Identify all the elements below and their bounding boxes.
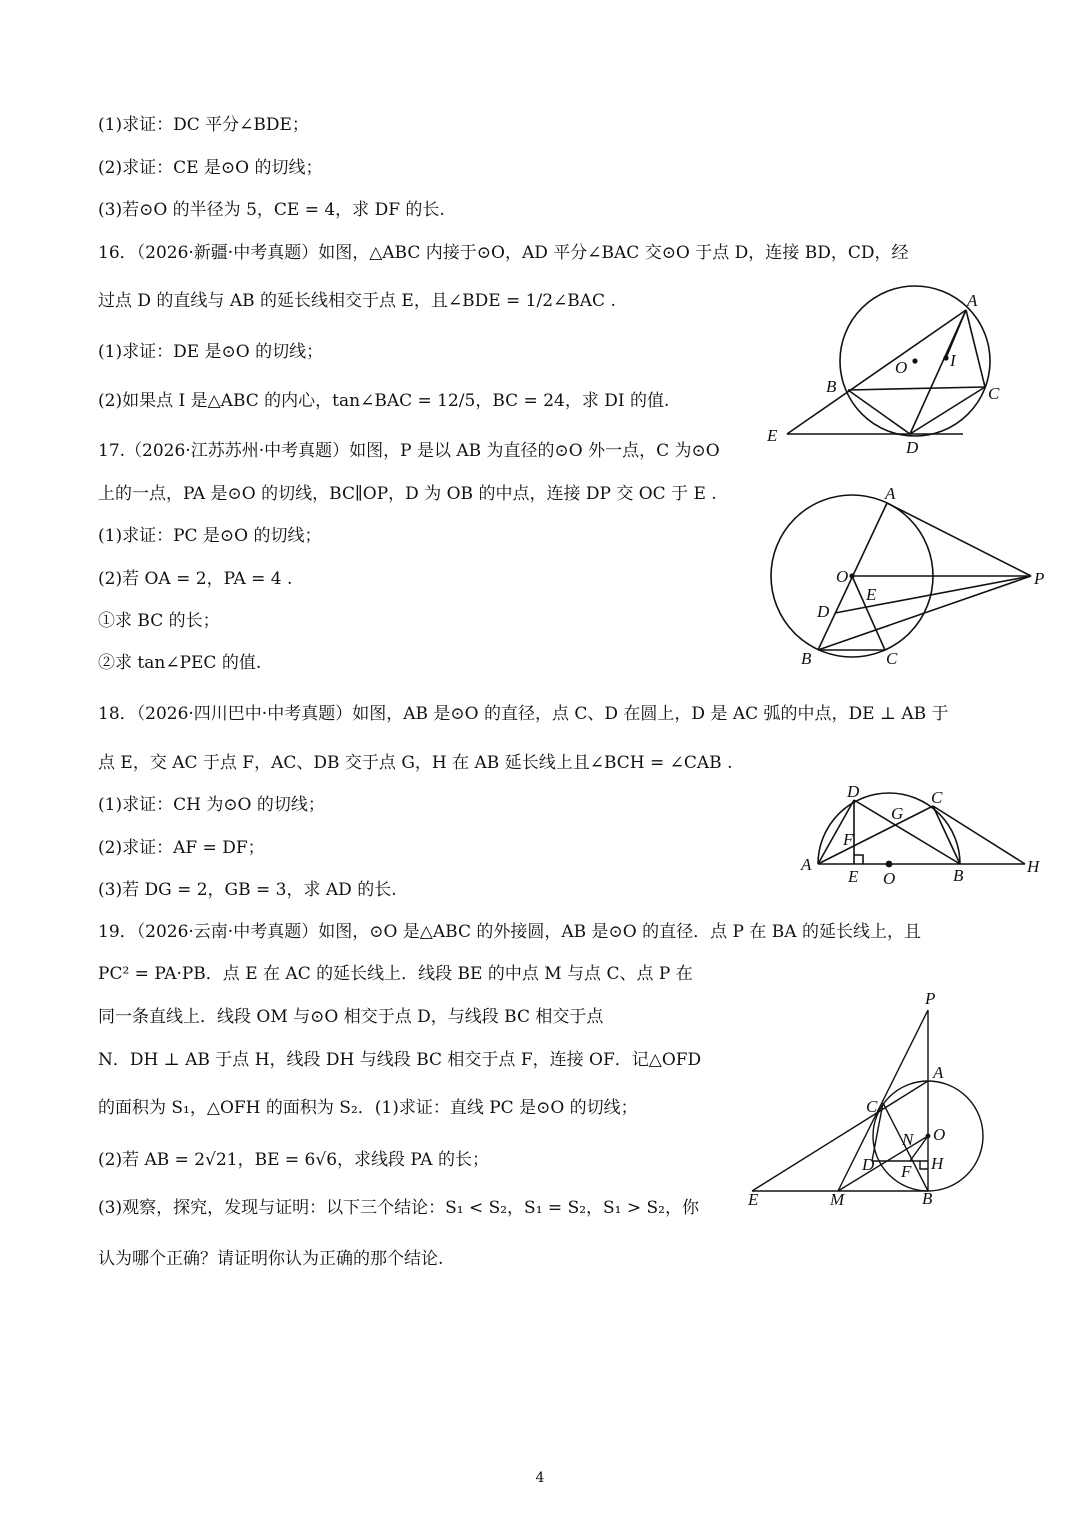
fig17-label-B: B: [801, 649, 812, 668]
fig16-label-C: C: [988, 384, 1000, 403]
fig19-label-O: O: [933, 1125, 946, 1144]
fig19-label-M: M: [830, 1190, 845, 1209]
fig17-label-C: C: [886, 649, 898, 668]
fig16-label-E: E: [767, 426, 778, 445]
fig18-label-O: O: [883, 869, 896, 888]
fig16-label-B: B: [826, 377, 837, 396]
fig18-label-H: H: [1027, 857, 1040, 876]
q18-stem-line2: 点 E，交 AC 于点 F，AC、DB 交于点 G，H 在 AB 延长线上且∠BCH = ∠CAB .: [98, 753, 733, 773]
q16-stem-line2: 过点 D 的直线与 AB 的延长线相交于点 E，且∠BDE = 1/2∠BAC .: [98, 291, 616, 311]
q19-part3-cont: 认为哪个正确？请证明你认为正确的那个结论.: [98, 1249, 444, 1269]
q15-part1: (1)求证：DC 平分∠BDE；: [98, 115, 309, 135]
fig19-label-N: N: [902, 1130, 914, 1149]
q19-part2: (2)若 AB = 2√21，BE = 6√6，求线段 PA 的长；: [98, 1150, 489, 1170]
fig18-label-B: B: [953, 866, 964, 885]
q17-stem-line1: 17.（2026·江苏苏州·中考真题）如图，P 是以 AB 为直径的⊙O 外一点，C 为⊙O: [98, 441, 720, 461]
fig18-label-A: A: [801, 855, 812, 874]
q19-stem-line1: 19．（2026·云南·中考真题）如图，⊙O 是△ABC 的外接圆，AB 是⊙O 的直径．点 P 在 BA 的延长线上，且: [98, 922, 921, 942]
fig19-label-D: D: [862, 1155, 875, 1174]
fig16-label-A: A: [967, 291, 978, 310]
page-number: 4: [535, 1470, 545, 1486]
q17-part2-sub1: ①求 BC 的长；: [98, 611, 220, 631]
fig18-label-F: F: [843, 830, 854, 849]
q19-stem-line4: N．DH ⊥ AB 于点 H，线段 DH 与线段 BC 相交于点 F，连接 OF．记△OFD: [98, 1050, 702, 1070]
q19-stem-line3: 同一条直线上．线段 OM 与⊙O 相交于点 D，与线段 BC 相交于点: [98, 1007, 604, 1027]
fig17-label-O: O: [836, 567, 849, 586]
q18-part3: (3)若 DG = 2，GB = 3，求 AD 的长.: [98, 880, 397, 900]
fig17-label-E: E: [866, 585, 877, 604]
fig19-label-F: F: [901, 1162, 912, 1181]
fig19-label-B: B: [922, 1189, 933, 1208]
fig19-label-H: H: [931, 1154, 944, 1173]
q16-part1: (1)求证：DE 是⊙O 的切线；: [98, 342, 324, 362]
fig19-label-P: P: [925, 989, 936, 1008]
q17-stem-line2: 上的一点，PA 是⊙O 的切线，BC∥OP，D 为 OB 的中点，连接 DP 交 OC 于 E .: [98, 484, 717, 504]
fig17-label-D: D: [817, 602, 830, 621]
fig16-label-O: O: [895, 358, 908, 377]
q16-stem-line1: 16．（2026·新疆·中考真题）如图，△ABC 内接于⊙O，AD 平分∠BAC 交⊙O 于点 D，连接 BD，CD，经: [98, 243, 909, 263]
q19-stem-line5: 的面积为 S₁，△OFH 的面积为 S₂．(1)求证：直线 PC 是⊙O 的切线；: [98, 1098, 638, 1118]
fig18-label-D: D: [847, 782, 860, 801]
fig18-label-C: C: [931, 788, 943, 807]
q19-part3: (3)观察，探究，发现与证明：以下三个结论：S₁ < S₂，S₁ = S₂，S₁ > S₂，你: [98, 1198, 700, 1218]
q17-part2-sub2: ②求 tan∠PEC 的值.: [98, 653, 262, 673]
q15-part2: (2)求证：CE 是⊙O 的切线；: [98, 158, 323, 178]
fig16-label-I: I: [950, 351, 956, 370]
fig18-label-G: G: [891, 804, 904, 823]
q18-part1: (1)求证：CH 为⊙O 的切线；: [98, 795, 325, 815]
q18-stem-line1: 18．（2026·四川巴中·中考真题）如图，AB 是⊙O 的直径，点 C、D 在圆上，D 是 AC 弧的中点，DE ⊥ AB 于: [98, 704, 949, 724]
fig19-label-C: C: [866, 1097, 878, 1116]
fig19-label-A: A: [933, 1063, 944, 1082]
fig18-label-E: E: [848, 867, 859, 886]
fig19-label-E: E: [748, 1190, 759, 1209]
fig17-label-A: A: [885, 484, 896, 503]
q15-part3: (3)若⊙O 的半径为 5，CE = 4，求 DF 的长.: [98, 200, 445, 220]
q17-part2: (2)若 OA = 2，PA = 4 .: [98, 569, 293, 589]
q18-part2: (2)求证：AF = DF；: [98, 838, 265, 858]
q19-stem-line2: PC² = PA·PB．点 E 在 AC 的延长线上．线段 BE 的中点 M 与点 C、点 P 在: [98, 964, 693, 984]
fig16-label-D: D: [906, 438, 919, 457]
q17-part1: (1)求证：PC 是⊙O 的切线；: [98, 526, 322, 546]
fig17-label-P: P: [1034, 569, 1045, 588]
q16-part2: (2)如果点 I 是△ABC 的内心，tan∠BAC = 12/5，BC = 24，求 DI 的值.: [98, 391, 670, 411]
